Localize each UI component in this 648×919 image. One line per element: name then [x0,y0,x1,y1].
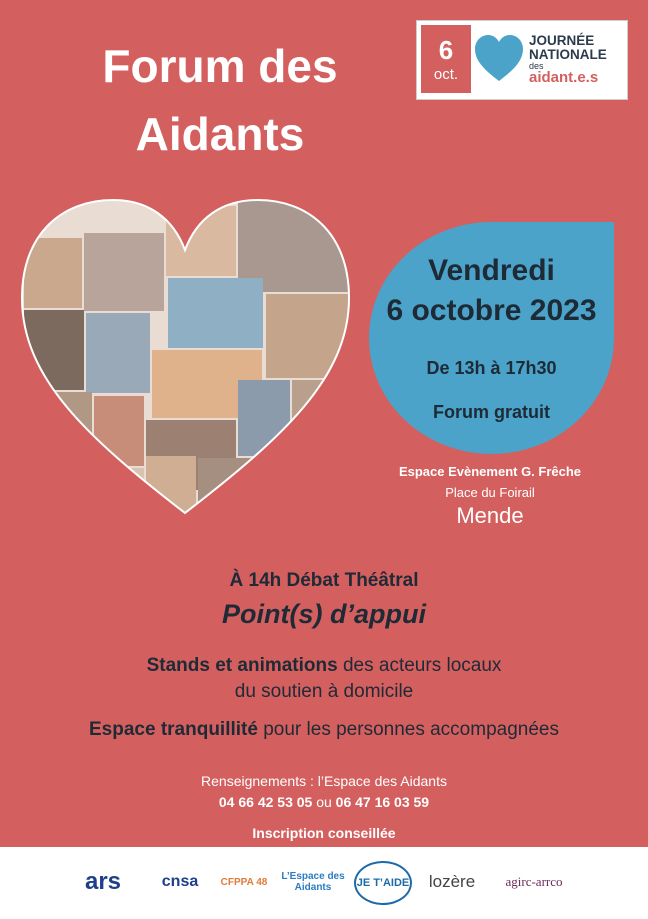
stands-rest: des acteurs locaux [342,655,502,676]
badge-line-2: NATIONALE [529,47,607,62]
title-line-1: Forum des [102,40,338,92]
venue-name: Espace Evènement G. Frêche [398,464,582,479]
logo-je-taide: JE T’AIDE [354,861,412,905]
event-weekday: Vendredi [428,254,555,287]
calm-rest: pour les personnes accompagnées [263,719,559,740]
logo-ars: ars [84,868,122,895]
event-hours: De 13h à 17h30 [426,358,557,378]
stands-line-1 [0,655,648,677]
registration-note: Inscription conseillée [252,825,396,841]
badge-month: oct. [433,66,459,83]
contact-phones [0,794,648,810]
badge-line-3: des [529,61,544,71]
logo-agirc-arrco: agirc-arrco [505,874,563,889]
phone-or: ou [316,794,332,810]
logo-lozere: lozère [428,872,476,891]
event-price: Forum gratuit [433,402,550,422]
heart-icon [473,33,525,83]
badge-line-4: aidant.e.s [529,69,599,86]
national-day-badge [416,20,628,100]
contact-label: Renseignements : l’Espace des Aidants [201,773,447,789]
badge-text [529,34,607,85]
play-title: Point(s) d’appui [222,599,426,629]
phone-2: 06 47 16 03 59 [335,794,430,810]
debate-time: À 14h Débat Théâtral [229,570,419,591]
calm-space [0,719,648,741]
logo-espace-aidants: L’Espace des Aidants [281,871,345,893]
badge-line-1: JOURNÉE [529,33,595,48]
venue-city: Mende [456,503,524,528]
partner-logos [0,847,648,919]
photo-tiles [18,188,353,518]
phone-1: 04 66 42 53 05 [218,794,313,810]
stands-bold: Stands et animations [146,655,338,676]
date-bubble [369,222,614,454]
photo-collage-heart [18,188,353,518]
calm-bold: Espace tranquillité [89,719,258,740]
logo-cfppa: CFPPA 48 [220,876,268,888]
venue-place: Place du Foirail [445,485,535,500]
logo-cnsa: cnsa [161,873,199,890]
badge-day: 6 [438,35,454,65]
stands-line-2: du soutien à domicile [234,681,414,702]
badge-date [421,25,471,93]
event-date: 6 octobre 2023 [386,294,597,327]
title-line-2: Aidants [135,108,305,160]
